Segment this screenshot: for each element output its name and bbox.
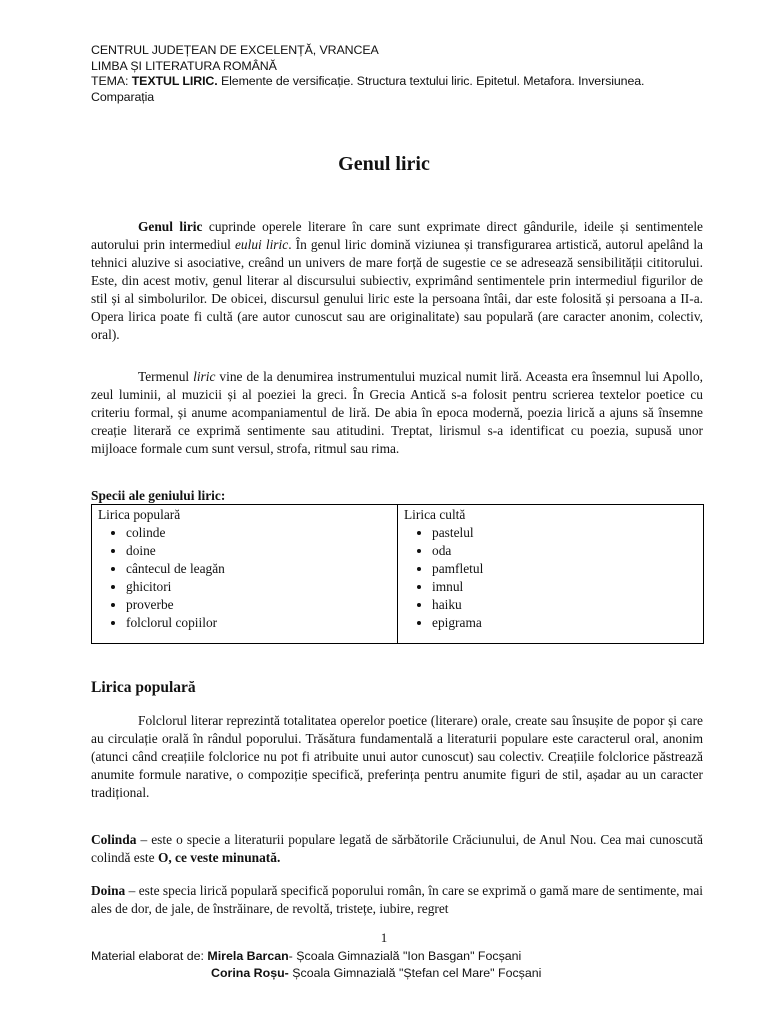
species-table [91,504,704,644]
etymology-text-b: vine de la denumirea instrumentului muzical numit liră. Aceasta era însemnul lui Apollo, zeul luminii, al muzicii și al poeziei la greci. În Grecia Antică s-a folosit pentru scrierea textelor poetice cu criteriu formal, și anume acompaniamentul de liră. De abia în epoca modernă, poezia lirică a ajuns să însemne creație literară ce exprimă sentimente sau atitudini. Treptat, lirismul s-a identificat cu poezia, supusă unor mijloace formale cum sunt versul, strofa, ritmul sau rima. [91,369,703,456]
document-header [91,43,691,105]
colinda-example: O, ce veste minunată. [157,850,281,865]
intro-text-b: . În genul liric domină viziunea și transfigurarea artistică, autorul apelând la tehnici aluzive si asociative, creând un univers de mare forță de sugestie ce se adresează sensibilității cititorului. Este, din acest motiv, genul literar al discursului subiectiv, exprimând sentimentele prin intermediul figurilor de stil și al simbolurilor. De obicei, discursul genului liric este la persoana întâi, dar este folosită și persoana a II-a. Opera lirica poate fi cultă (are autor cunoscut sau are originalitate) sau populară (are caracter anonim, colectiv, oral). [91,237,703,342]
footer-school-2: Școala Gimnazială "Ștefan cel Mare" Focșani [288,966,542,980]
list-item: • ghicitori [126,578,391,596]
popular-heading: Lirica populară [98,507,181,522]
page-title: Genul liric [338,153,430,175]
list-item: • pastelul [432,524,697,542]
colinda-paragraph [91,831,703,867]
list-item: • folclorul copiilor [126,614,391,632]
header-theme [91,74,691,105]
popular-column [92,505,398,644]
list-item: • cântecul de leagăn [126,560,391,578]
list-item: • oda [432,542,697,560]
footer-school-1: - Școala Gimnazială "Ion Basgan" Focșani [288,949,522,963]
intro-term: Genul liric [138,219,203,234]
list-item: • epigrama [432,614,697,632]
header-center-name: CENTRUL JUDEȚEAN DE EXCELENȚĂ, VRANCEA [91,43,379,57]
section-heading-lirica-populara: Lirica populară [91,679,196,696]
etymology-italic: liric [193,369,216,384]
theme-rest: Elemente de versificație. Structura textului liric. Epitetul. Metafora. Inversiunea. Comparația [91,74,645,104]
header-subject: LIMBA ȘI LITERATURA ROMÂNĂ [91,58,277,73]
theme-label: TEMA: [91,74,132,88]
doina-term: Doina [91,883,126,898]
etymology-paragraph [91,368,703,458]
colinda-term: Colinda [91,832,137,847]
doina-text: – este specia lirică populară specifică poporului român, în care se exprimă o gamă mare de sentimente, mai ales de dor, de jale, de înstrăinare, de revoltă, tristețe, iubire, regret [91,883,703,916]
doina-paragraph [91,882,703,918]
intro-paragraph [91,218,703,344]
culta-heading: Lirica cultă [404,507,466,522]
culta-column [398,505,704,644]
footer-line-1 [91,948,521,964]
intro-italic: eului liric [234,237,289,252]
page-number: 1 [380,930,388,945]
folclor-paragraph: Folclorul literar reprezintă totalitatea operelor poetice (literare) orale, create sau însușite de popor și care au circulație orală în rândul poporului. Trăsătura fundamentală a literaturii populare este caracterul oral, anonim (atunci când creațiile folclorice nu pot fi atribuite unui autor cunoscut) sau colectiv. Creațiile folclorice păstrează anumite formule narative, o compoziție specifică, preferința pentru anumite figuri de stil, așadar au un caracter tradițional. [91,713,703,800]
theme-bold: TEXTUL LIRIC. [131,74,218,88]
footer-line-2 [211,965,541,981]
popular-list [98,524,391,632]
etymology-text-a: Termenul [138,369,194,384]
list-item: • haiku [432,596,697,614]
list-item: • doine [126,542,391,560]
list-item: • proverbe [126,596,391,614]
footer-prefix: Material elaborat de: [91,949,208,963]
list-item: • pamfletul [432,560,697,578]
species-title: Specii ale geniului liric: [91,488,226,503]
culta-list [404,524,697,632]
list-item: • imnul [432,578,697,596]
colinda-text: – este o specie a literaturii populare legată de sărbătorile Crăciunului, de Anul Nou. Cea mai cunoscută colindă este [91,832,703,865]
footer-author-1: Mirela Barcan [207,949,289,963]
intro-text-a: cuprinde operele literare în care sunt exprimate direct gândurile, ideile și sentimentele autorului prin intermediul [91,219,703,252]
footer-author-2: Corina Roșu- [211,966,289,980]
list-item: • colinde [126,524,391,542]
